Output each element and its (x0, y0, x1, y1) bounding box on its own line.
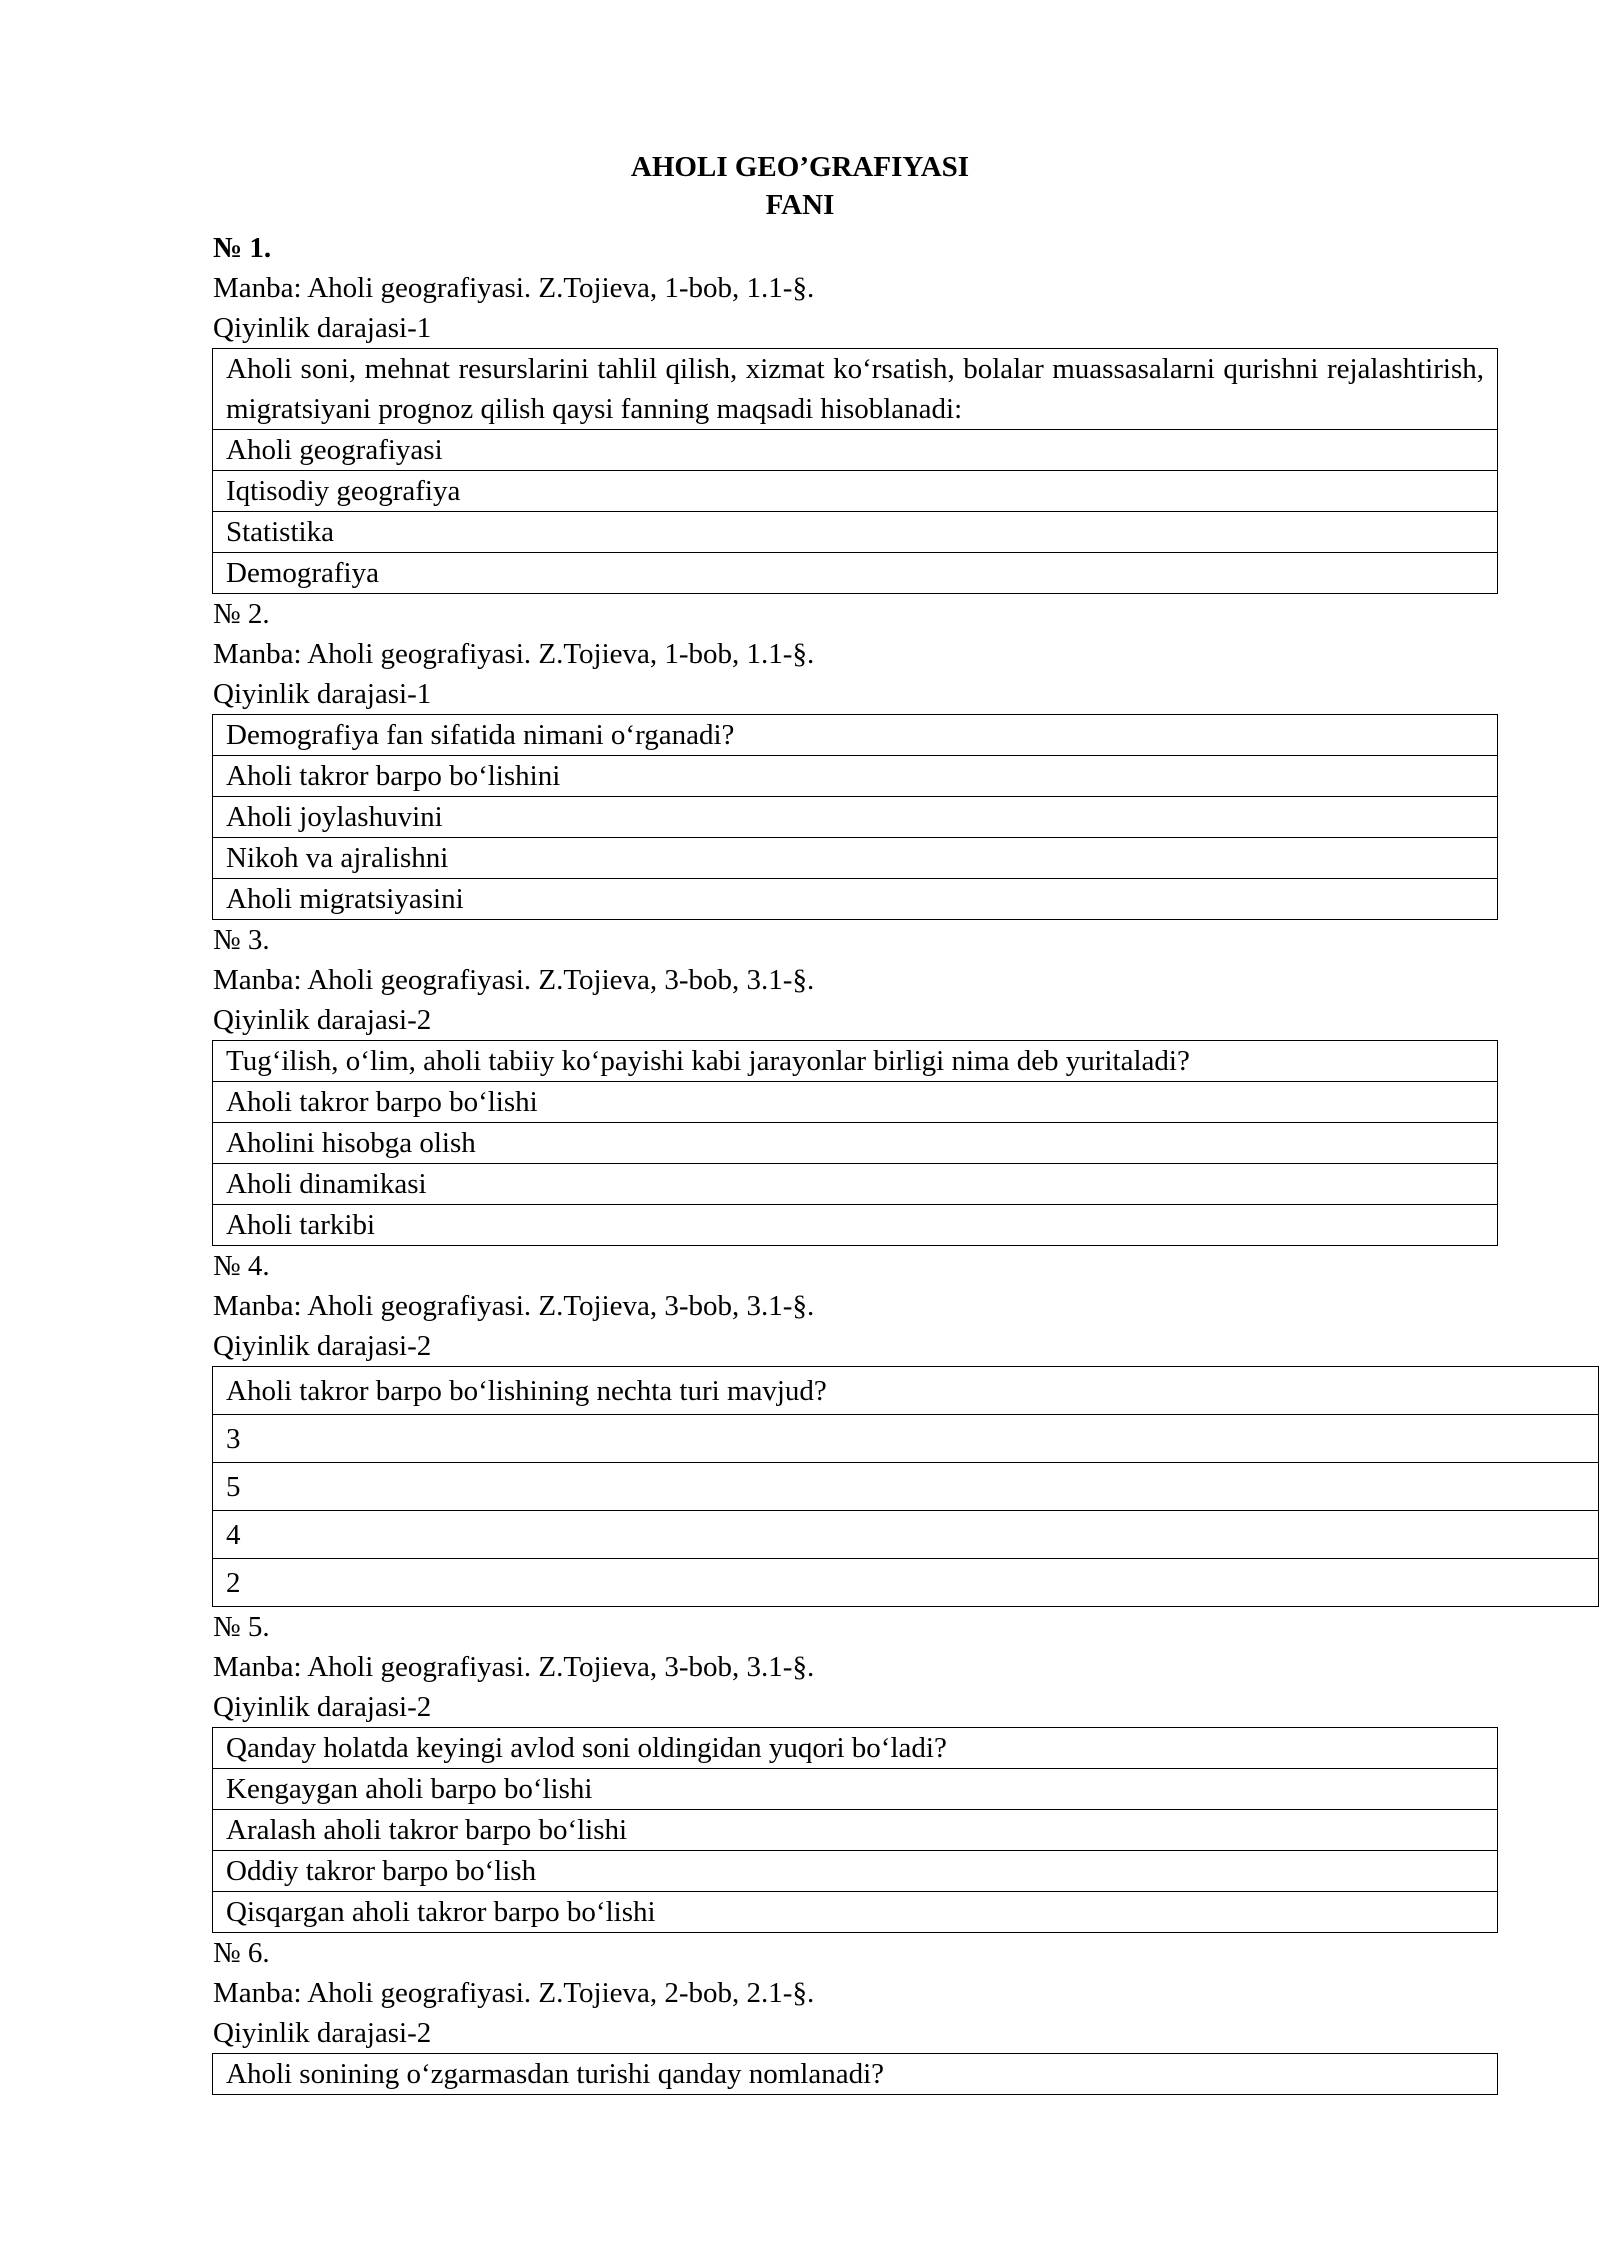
answer-option: Oddiy takror barpo bo‘lish (213, 1851, 1498, 1892)
question-text: Demografiya fan sifatida nimani o‘rganadi? (213, 715, 1498, 756)
title-line-1: AHOLI GEO’GRAFIYASI (630, 151, 970, 183)
answer-option: Aholi joylashuvini (213, 797, 1498, 838)
answer-option: Qisqargan aholi takror barpo bo‘lishi (213, 1892, 1498, 1933)
question-table (212, 1366, 1599, 1607)
question-number: № 3. (213, 924, 270, 956)
question-text: Aholi takror barpo bo‘lishining nechta turi mavjud? (213, 1367, 1599, 1415)
question-source: Manba: Aholi geografiyasi. Z.Tojieva, 1-bob, 1.1-§. (213, 638, 815, 670)
answer-option: Aralash aholi takror barpo bo‘lishi (213, 1810, 1498, 1851)
question-difficulty: Qiyinlik darajasi-2 (213, 1330, 432, 1362)
question-number: № 4. (213, 1250, 270, 1282)
question-block (213, 1246, 1493, 1607)
question-text: Aholi sonining o‘zgarmasdan turishi qanday nomlanadi? (213, 2054, 1498, 2095)
question-source: Manba: Aholi geografiyasi. Z.Tojieva, 2-bob, 2.1-§. (213, 1977, 815, 2009)
question-number: № 1. (213, 232, 272, 264)
answer-option: 5 (213, 1463, 1599, 1511)
question-list (213, 228, 1493, 2095)
question-source: Manba: Aholi geografiyasi. Z.Tojieva, 3-bob, 3.1-§. (213, 964, 815, 996)
answer-option: 4 (213, 1511, 1599, 1559)
question-number: № 2. (213, 598, 270, 630)
question-table (212, 348, 1498, 594)
question-table (212, 1727, 1498, 1933)
answer-option: Aholi geografiyasi (213, 430, 1498, 471)
answer-option: Aholi migratsiyasini (213, 879, 1498, 920)
question-source: Manba: Aholi geografiyasi. Z.Tojieva, 3-bob, 3.1-§. (213, 1290, 815, 1322)
question-block (213, 594, 1493, 920)
answer-option: Aholi takror barpo bo‘lishini (213, 756, 1498, 797)
answer-option: Iqtisodiy geografiya (213, 471, 1498, 512)
question-difficulty: Qiyinlik darajasi-2 (213, 1691, 432, 1723)
question-number: № 5. (213, 1611, 270, 1643)
answer-option: 3 (213, 1415, 1599, 1463)
question-text: Qanday holatda keyingi avlod soni oldingidan yuqori bo‘ladi? (213, 1728, 1498, 1769)
question-text: Aholi soni, mehnat resurslarini tahlil qilish, xizmat ko‘rsatish, bolalar muassasalarni qurishni rejalashtirish, migratsiyani prognoz qilish qaysi fanning maqsadi hisoblanadi: (213, 349, 1498, 430)
question-difficulty: Qiyinlik darajasi-2 (213, 1004, 432, 1036)
answer-option: Aholini hisobga olish (213, 1123, 1498, 1164)
answer-option: Nikoh va ajralishni (213, 838, 1498, 879)
answer-option: Kengaygan aholi barpo bo‘lishi (213, 1769, 1498, 1810)
question-block (213, 920, 1493, 1246)
question-block (213, 1933, 1493, 2095)
question-difficulty: Qiyinlik darajasi-1 (213, 678, 432, 710)
question-block (213, 1607, 1493, 1933)
answer-option: Demografiya (213, 553, 1498, 594)
question-table (212, 2053, 1498, 2095)
answer-option: Aholi dinamikasi (213, 1164, 1498, 1205)
question-source: Manba: Aholi geografiyasi. Z.Tojieva, 1-bob, 1.1-§. (213, 272, 815, 304)
question-number: № 6. (213, 1937, 270, 1969)
question-table (212, 714, 1498, 920)
document-title (0, 148, 1600, 224)
question-difficulty: Qiyinlik darajasi-1 (213, 312, 432, 344)
question-text: Tug‘ilish, o‘lim, aholi tabiiy ko‘payishi kabi jarayonlar birligi nima deb yuritaladi? (213, 1041, 1498, 1082)
answer-option: Aholi tarkibi (213, 1205, 1498, 1246)
answer-option: 2 (213, 1559, 1599, 1607)
title-line-2: FANI (765, 189, 835, 221)
question-source: Manba: Aholi geografiyasi. Z.Tojieva, 3-bob, 3.1-§. (213, 1651, 815, 1683)
question-table (212, 1040, 1498, 1246)
question-difficulty: Qiyinlik darajasi-2 (213, 2017, 432, 2049)
question-block (213, 228, 1493, 594)
answer-option: Aholi takror barpo bo‘lishi (213, 1082, 1498, 1123)
answer-option: Statistika (213, 512, 1498, 553)
